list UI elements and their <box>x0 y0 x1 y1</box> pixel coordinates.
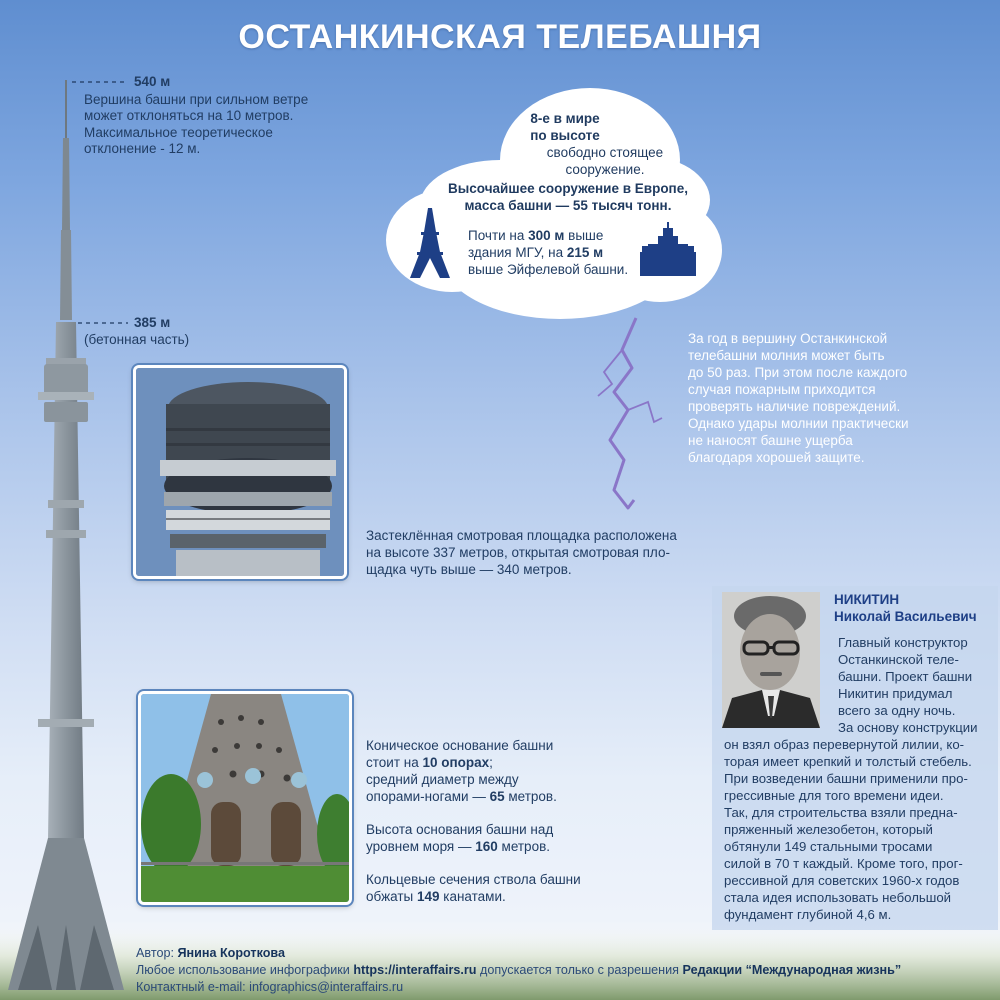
cloud-compare-line-2 <box>468 245 603 262</box>
cloud-compare-num-1: 300 м <box>528 228 565 243</box>
bio-text-3: башни. Проект башни <box>838 669 973 684</box>
base-altitude-value: 160 <box>475 839 498 854</box>
lightning-text-3: до 50 раз. При этом после каждого <box>688 365 908 380</box>
lightning-text-7: не наносят башне ущерба <box>688 433 853 448</box>
top-height-note-1: Вершина башни при сильном ветре <box>84 92 309 107</box>
top-height-note-4: отклонение - 12 м. <box>84 141 201 156</box>
base-altitude-post: метров. <box>497 839 550 854</box>
cloud-compare-line-1 <box>468 228 603 245</box>
cloud-europe-line-2: масса башни — 55 тысяч тонн. <box>464 198 672 213</box>
tower-base-image <box>141 694 349 902</box>
bio-text-11: Так, для строительства взяли предна- <box>724 805 958 820</box>
cloud-rank-line-2: по высоте <box>530 128 600 143</box>
base-text-1: Коническое основание башни <box>366 738 554 753</box>
footer-author <box>136 946 285 960</box>
concrete-height-label: 385 м <box>134 315 171 330</box>
top-height-note-3: Максимальное теоретическое <box>84 125 273 140</box>
bio-text-8: торая имеет крепкий и толстый стебель. <box>724 754 972 769</box>
base-cables-post: канатами. <box>439 889 506 904</box>
cloud-rank-line-1: 8-е в мире <box>530 111 600 126</box>
bio-surname: НИКИТИН <box>834 592 900 607</box>
base-cables-count: 149 <box>416 889 440 904</box>
base-cables-pre: обжаты <box>366 889 417 904</box>
cloud-compare-post-1: выше <box>564 228 604 243</box>
cloud-compare-text-2: здания МГУ, на <box>468 245 567 260</box>
bio-full-name: Николай Васильевич <box>834 609 977 624</box>
base-text-8 <box>366 889 506 906</box>
bio-text-17: фундамент глубиной 4,6 м. <box>724 907 892 922</box>
bio-text-4: Никитин придумал <box>838 686 953 701</box>
bio-text-16: стала идея использовать небольшой <box>724 890 952 905</box>
lightning-text-5: проверять наличие повреждений. <box>688 399 901 414</box>
cloud-compare-line-3: выше Эйфелевой башни. <box>468 262 629 277</box>
footer-usage-link[interactable]: https://interaffairs.ru <box>353 963 477 977</box>
base-supports-post: ; <box>489 755 493 770</box>
base-supports-pre: стоит на <box>366 755 423 770</box>
cloud-compare-text-1: Почти на <box>468 228 529 243</box>
bio-text-14: силой в 70 т каждый. Кроме того, прог- <box>724 856 963 871</box>
base-text-2 <box>366 755 493 772</box>
bio-text-7: он взял образ перевернутой лилии, ко- <box>724 737 965 752</box>
base-text-6 <box>366 839 550 856</box>
lightning-text-8: благодаря хорошей защите. <box>688 450 865 465</box>
bio-text-9: При возведении башни применили про- <box>724 771 968 786</box>
footer-usage-org: Редакции “Международная жизнь” <box>682 963 902 977</box>
cloud-compare-num-2: 215 м <box>566 245 604 260</box>
bio-text-2: Останкинской теле- <box>838 652 959 667</box>
base-diameter-post: метров. <box>504 789 557 804</box>
footer-usage <box>136 963 901 977</box>
base-altitude-pre: уровнем моря — <box>366 839 476 854</box>
lightning-text-6: Однако удары молнии практически <box>688 416 909 431</box>
tower-base-photo <box>138 691 352 905</box>
footer-author-label: Автор: <box>136 946 178 960</box>
lightning-bolt <box>610 318 636 508</box>
bio-text-6: За основу конструкции <box>838 720 978 735</box>
footer-contact[interactable]: Контактный e-mail: infographics@interaffairs.ru <box>136 980 404 994</box>
bio-text-13: обтянули 149 стальными тросами <box>724 839 933 854</box>
observation-text-3: щадка чуть выше — 340 метров. <box>366 562 572 577</box>
bio-text-15: рессивной для советских 1960-х годов <box>724 873 960 888</box>
top-height-label: 540 м <box>134 74 171 89</box>
concrete-height-note: (бетонная часть) <box>84 332 190 347</box>
bio-text-5: всего за одну ночь. <box>838 703 956 718</box>
lightning-text-4: случая пожарным приходится <box>688 382 876 397</box>
base-text-3: средний диаметр между <box>366 772 519 787</box>
cloud-europe-line-1: Высочайшее сооружение в Европе, <box>448 181 688 196</box>
lightning-text-2: телебашни молния может быть <box>688 348 885 363</box>
observation-text-1: Застеклённая смотровая площадка расположена <box>366 528 677 543</box>
base-text-4 <box>366 789 557 806</box>
page-title: ОСТАНКИНСКАЯ ТЕЛЕБАШНЯ <box>238 18 762 56</box>
footer-usage-mid: допускается только с разрешения <box>476 963 683 977</box>
bio-text-1: Главный конструктор <box>838 635 968 650</box>
base-text-7: Кольцевые сечения ствола башни <box>366 872 581 887</box>
base-diameter-pre: опорами-ногами — <box>366 789 490 804</box>
observation-text-2: на высоте 337 метров, открытая смотровая пло- <box>366 545 670 560</box>
footer-author-name: Янина Короткова <box>177 946 285 960</box>
cloud-rank-line-4: сооружение. <box>565 162 645 177</box>
base-text-5: Высота основания башни над <box>366 822 554 837</box>
base-supports-count: 10 опорах <box>422 755 490 770</box>
observation-deck-photo <box>133 365 347 579</box>
lightning-text-1: За год в вершину Останкинской <box>688 331 888 346</box>
bio-text-10: грессивные для того времени идеи. <box>724 788 944 803</box>
footer-usage-pre: Любое использование инфографики <box>136 963 354 977</box>
nikitin-portrait <box>722 592 820 728</box>
cloud-rank-line-3: свободно стоящее <box>546 145 664 160</box>
base-diameter-value: 65 <box>489 789 505 804</box>
top-height-note-2: может отклоняться на 10 метров. <box>84 108 294 123</box>
tower-antenna <box>65 80 67 140</box>
bio-text-12: пряженный железобетон, который <box>724 822 933 837</box>
observation-deck-image <box>136 368 344 576</box>
